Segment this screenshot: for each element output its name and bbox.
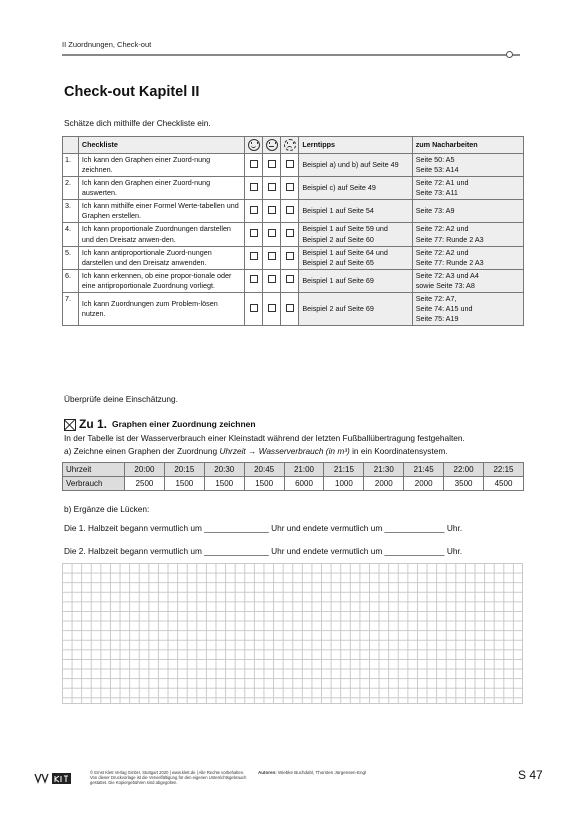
value-cell: 1500: [244, 477, 284, 491]
checkbox-happy[interactable]: [245, 200, 263, 223]
time-cell: 22:00: [444, 463, 484, 477]
time-cell: 21:15: [324, 463, 364, 477]
checklist-row: [63, 292, 524, 325]
checkbox-icon[interactable]: [250, 252, 258, 260]
row-number: 5.: [63, 246, 79, 269]
time-cell: 20:30: [204, 463, 244, 477]
checkbox-neutral[interactable]: [263, 200, 281, 223]
task-a-suffix: in ein Koordinatensystem.: [352, 446, 448, 456]
row-statement: Ich kann proportionale Zuordnungen darstellen und den Dreisatz anwen-den.: [78, 223, 244, 246]
header-line-dot: [506, 51, 513, 58]
row-lerntipp: Beispiel c) auf Seite 49: [299, 177, 412, 200]
value-cell: 2500: [125, 477, 165, 491]
checkbox-sad[interactable]: [281, 154, 299, 177]
review-text: Überprüfe deine Einschätzung.: [64, 394, 178, 404]
copyright-text: © Ernst Klett Verlag GmbH, Stuttgart 2020 | www.klett.de | Alle Rechte vorbehalten. Von dieser Druckvorlage ist die Vervielfältigung für den eigenen Unterrichtsgebrauch gestattet. Die Kopiergebühren sind abgegolten.: [90, 770, 247, 785]
time-cell: 20:45: [244, 463, 284, 477]
checkbox-icon[interactable]: [286, 183, 294, 191]
checkbox-happy[interactable]: [245, 154, 263, 177]
page-number: S 47: [518, 768, 543, 782]
row-number: 7.: [63, 292, 79, 325]
row-lerntipp: Beispiel 1 auf Seite 54: [299, 200, 412, 223]
row-number: 2.: [63, 177, 79, 200]
checkbox-icon[interactable]: [286, 160, 294, 168]
checkbox-happy[interactable]: [245, 246, 263, 269]
row-statement: Ich kann den Graphen einer Zuord-nung zeichnen.: [78, 154, 244, 177]
row-nacharbeiten: Seite 72: A3 und A4 sowie Seite 73: A8: [412, 269, 523, 292]
checklist-row: [63, 269, 524, 292]
checkbox-icon[interactable]: [250, 206, 258, 214]
row-lerntipp: Beispiel 2 auf Seite 69: [299, 292, 412, 325]
checkbox-icon[interactable]: [286, 206, 294, 214]
graph-grid: [62, 563, 523, 704]
checkbox-icon[interactable]: [268, 252, 276, 260]
value-cell: 3500: [444, 477, 484, 491]
klett-logo: [34, 771, 72, 785]
happy-face-icon: [248, 139, 260, 151]
page-title: Check-out Kapitel II: [64, 84, 200, 100]
value-cell: 1000: [324, 477, 364, 491]
checkliste-header: Checkliste: [78, 137, 244, 154]
task-title: Graphen einer Zuordnung zeichnen: [112, 419, 256, 429]
row-nacharbeiten: Seite 72: A2 und Seite 77: Runde 2 A3: [412, 246, 523, 269]
row-lerntipp: Beispiel 1 auf Seite 64 und Beispiel 2 auf Seite 65: [299, 246, 412, 269]
authors-label: Autoren:: [258, 770, 277, 775]
water-table: [62, 462, 524, 491]
intro-text: Schätze dich mithilfe der Checkliste ein.: [64, 118, 211, 128]
row-statement: Ich kann antiproportionale Zuord-nungen darstellen und den Dreisatz anwenden.: [78, 246, 244, 269]
checkbox-icon[interactable]: [286, 275, 294, 283]
uhrzeit-label: Uhrzeit: [63, 463, 125, 477]
checkbox-happy[interactable]: [245, 292, 263, 325]
task-b: b) Ergänze die Lücken:: [64, 504, 150, 514]
checkbox-neutral[interactable]: [263, 269, 281, 292]
checkbox-sad[interactable]: [281, 246, 299, 269]
checkbox-happy[interactable]: [245, 223, 263, 246]
checkbox-icon[interactable]: [286, 252, 294, 260]
checkbox-happy[interactable]: [245, 177, 263, 200]
checkbox-neutral[interactable]: [263, 223, 281, 246]
time-cell: 22:15: [484, 463, 524, 477]
checkbox-sad[interactable]: [281, 177, 299, 200]
checkbox-icon[interactable]: [268, 183, 276, 191]
row-nacharbeiten: Seite 73: A9: [412, 200, 523, 223]
checkbox-neutral[interactable]: [263, 246, 281, 269]
authors: [258, 770, 366, 775]
task-a-prefix: a) Zeichne einen Graphen der Zuordnung: [64, 446, 218, 456]
nacharbeiten-header: zum Nacharbeiten: [412, 137, 523, 154]
time-cell: 21:45: [404, 463, 444, 477]
value-cell: 6000: [284, 477, 324, 491]
checkbox-happy[interactable]: [245, 269, 263, 292]
checkbox-sad[interactable]: [281, 223, 299, 246]
value-cell: 4500: [484, 477, 524, 491]
checkbox-sad[interactable]: [281, 269, 299, 292]
task-a: [64, 446, 448, 456]
checkbox-icon[interactable]: [268, 304, 276, 312]
verbrauch-label: Verbrauch: [63, 477, 125, 491]
checkbox-crossed-icon: [64, 419, 76, 431]
task-description: In der Tabelle ist der Wasserverbrauch einer Kleinstadt während der letzten Fußballübertragung festgehalten.: [64, 433, 465, 443]
checkbox-icon[interactable]: [250, 160, 258, 168]
row-statement: Ich kann den Graphen einer Zuord-nung auswerten.: [78, 177, 244, 200]
sad-face-header: [281, 137, 299, 154]
task-label: Zu 1.: [79, 417, 108, 431]
neutral-face-icon: [266, 139, 278, 151]
checkbox-neutral[interactable]: [263, 177, 281, 200]
row-statement: Ich kann erkennen, ob eine propor-tionale oder eine antiproportionale Zuordnung vorliegt.: [78, 269, 244, 292]
row-lerntipp: Beispiel a) und b) auf Seite 49: [299, 154, 412, 177]
checkbox-icon[interactable]: [250, 229, 258, 237]
row-lerntipp: Beispiel 1 auf Seite 69: [299, 269, 412, 292]
time-cell: 21:30: [364, 463, 404, 477]
checkbox-icon[interactable]: [268, 229, 276, 237]
time-cell: 20:00: [125, 463, 165, 477]
gap-line-1: Die 1. Halbzeit begann vermutlich um ______________ Uhr und endete vermutlich um _____________ Uhr.: [64, 523, 463, 533]
time-cell: 20:15: [164, 463, 204, 477]
checklist-table: [62, 136, 524, 326]
checkbox-icon[interactable]: [286, 229, 294, 237]
checkbox-neutral[interactable]: [263, 154, 281, 177]
gap-line-2: Die 2. Halbzeit begann vermutlich um ______________ Uhr und endete vermutlich um _____________ Uhr.: [64, 546, 463, 556]
row-number: 1.: [63, 154, 79, 177]
sad-face-icon: [284, 139, 296, 151]
header-line: [62, 54, 520, 56]
row-nacharbeiten: Seite 72: A1 und Seite 73: A11: [412, 177, 523, 200]
checkbox-icon[interactable]: [268, 160, 276, 168]
checkbox-neutral[interactable]: [263, 292, 281, 325]
row-number: 3.: [63, 200, 79, 223]
time-cell: 21:00: [284, 463, 324, 477]
checklist-row: [63, 200, 524, 223]
checkbox-icon[interactable]: [286, 304, 294, 312]
row-statement: Ich kann mithilfe einer Formel Werte-tabellen und Graphen erstellen.: [78, 200, 244, 223]
task-a-italic: Uhrzeit → Wasserverbrauch (in m³): [219, 446, 350, 456]
row-lerntipp: Beispiel 1 auf Seite 59 und Beispiel 2 auf Seite 60: [299, 223, 412, 246]
checklist-row: [63, 246, 524, 269]
page-header: II Zuordnungen, Check-out: [62, 40, 152, 49]
checkbox-sad[interactable]: [281, 200, 299, 223]
checkbox-icon[interactable]: [250, 275, 258, 283]
checklist-row: [63, 223, 524, 246]
row-nacharbeiten: Seite 72: A2 und Seite 77: Runde 2 A3: [412, 223, 523, 246]
checkbox-sad[interactable]: [281, 292, 299, 325]
checkbox-icon[interactable]: [268, 206, 276, 214]
row-number: 6.: [63, 269, 79, 292]
lerntipps-header: Lerntipps: [299, 137, 412, 154]
checkbox-icon[interactable]: [268, 275, 276, 283]
num-header: [63, 137, 79, 154]
neutral-face-header: [263, 137, 281, 154]
value-cell: 1500: [204, 477, 244, 491]
authors-names: Wiebke Buchdahl, Thorsten Jürgensen-Engl: [278, 770, 366, 775]
checkbox-icon[interactable]: [250, 304, 258, 312]
value-cell: 2000: [404, 477, 444, 491]
row-nacharbeiten: Seite 72: A7, Seite 74: A15 und Seite 75: A19: [412, 292, 523, 325]
checklist-row: [63, 154, 524, 177]
row-statement: Ich kann Zuordnungen zum Problem-lösen nutzen.: [78, 292, 244, 325]
row-number: 4.: [63, 223, 79, 246]
checklist-row: [63, 177, 524, 200]
value-cell: 2000: [364, 477, 404, 491]
row-nacharbeiten: Seite 50: A5 Seite 53: A14: [412, 154, 523, 177]
value-cell: 1500: [164, 477, 204, 491]
checkbox-icon[interactable]: [250, 183, 258, 191]
happy-face-header: [245, 137, 263, 154]
